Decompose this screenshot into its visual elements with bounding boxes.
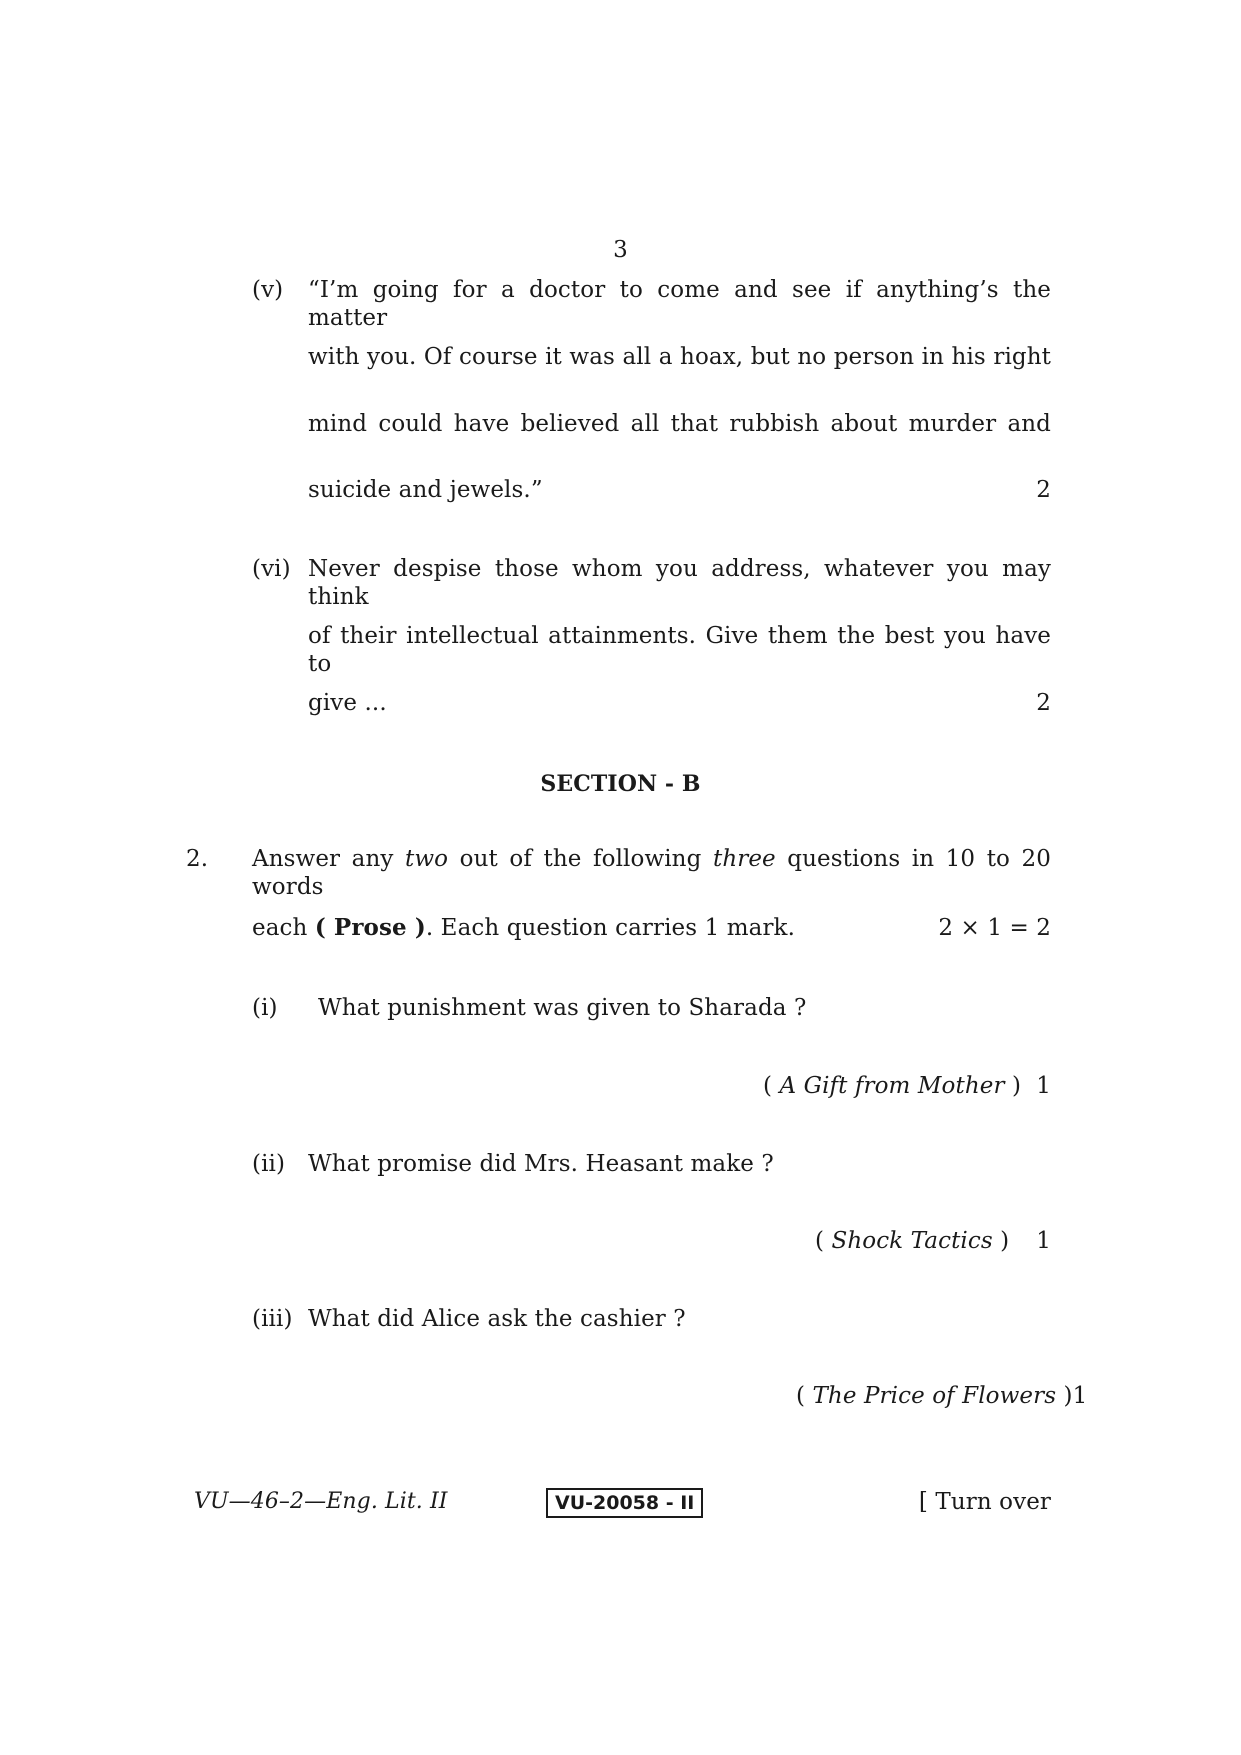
source-ii: ( Shock Tactics ) [815,1228,1010,1254]
source-i: ( A Gift from Mother ) [763,1073,1022,1099]
instruction-text: questions in 10 to 20 words [252,846,1052,900]
passage-vi-line-3: give ... [308,690,387,716]
marks-i: 1 [1036,1073,1051,1099]
footer-paper-code: VU—46–2—Eng. Lit. II [194,1489,448,1514]
footer-turn-over: [ Turn over [918,1489,1051,1515]
subquestion-label-ii: (ii) [252,1151,286,1177]
instruction-category: ( Prose ) [314,914,426,941]
subquestion-text-iii: What did Alice ask the cashier ? [308,1306,686,1332]
source-title: A Gift from Mother [779,1073,1005,1099]
question-2-instruction-line-2 [252,914,795,942]
instruction-text: each [252,915,315,941]
marks-iii: 1 [1072,1383,1088,1409]
marks-formula: 2 × 1 = 2 [938,915,1051,941]
section-title: SECTION - B [540,771,701,797]
question-2-instruction-line-1 [252,845,1051,901]
subquestion-text-ii: What promise did Mrs. Heasant make ? [308,1151,774,1177]
passage-vi-line-2: of their intellectual attainments. Give them the best you have to [308,623,1051,677]
subquestion-label-vi: (vi) [252,556,291,582]
marks-v: 2 [1036,477,1051,503]
passage-vi-line-1: Never despise those whom you address, whatever you may think [308,556,1051,610]
source-iii: ( The Price of Flowers )1 [796,1383,1088,1409]
passage-v-line-3: mind could have believed all that rubbish about murder and [308,411,1051,437]
instruction-emphasis: three [712,846,776,872]
marks-vi: 2 [1036,690,1051,716]
subquestion-label-v: (v) [252,277,284,303]
marks-ii: 1 [1036,1228,1051,1254]
instruction-text: out of the following [448,846,713,872]
passage-v-line-2: with you. Of course it was all a hoax, but no person in his right [308,344,1051,370]
page-number: 3 [613,237,628,263]
instruction-text: Answer any [252,846,406,872]
subquestion-label-iii: (iii) [252,1306,293,1332]
instruction-text: . Each question carries 1 mark. [425,915,795,941]
passage-v-line-1: “I’m going for a doctor to come and see if anything’s the matter [308,277,1051,331]
subquestion-label-i: (i) [252,995,278,1021]
source-title: Shock Tactics [831,1228,993,1254]
subquestion-text-i: What punishment was given to Sharada ? [318,995,807,1021]
question-number: 2. [186,846,209,872]
source-title: The Price of Flowers [812,1383,1057,1409]
footer-exam-code: VU-20058 - II [546,1488,703,1518]
instruction-emphasis: two [405,846,449,872]
passage-v-line-4: suicide and jewels.” [308,477,543,503]
